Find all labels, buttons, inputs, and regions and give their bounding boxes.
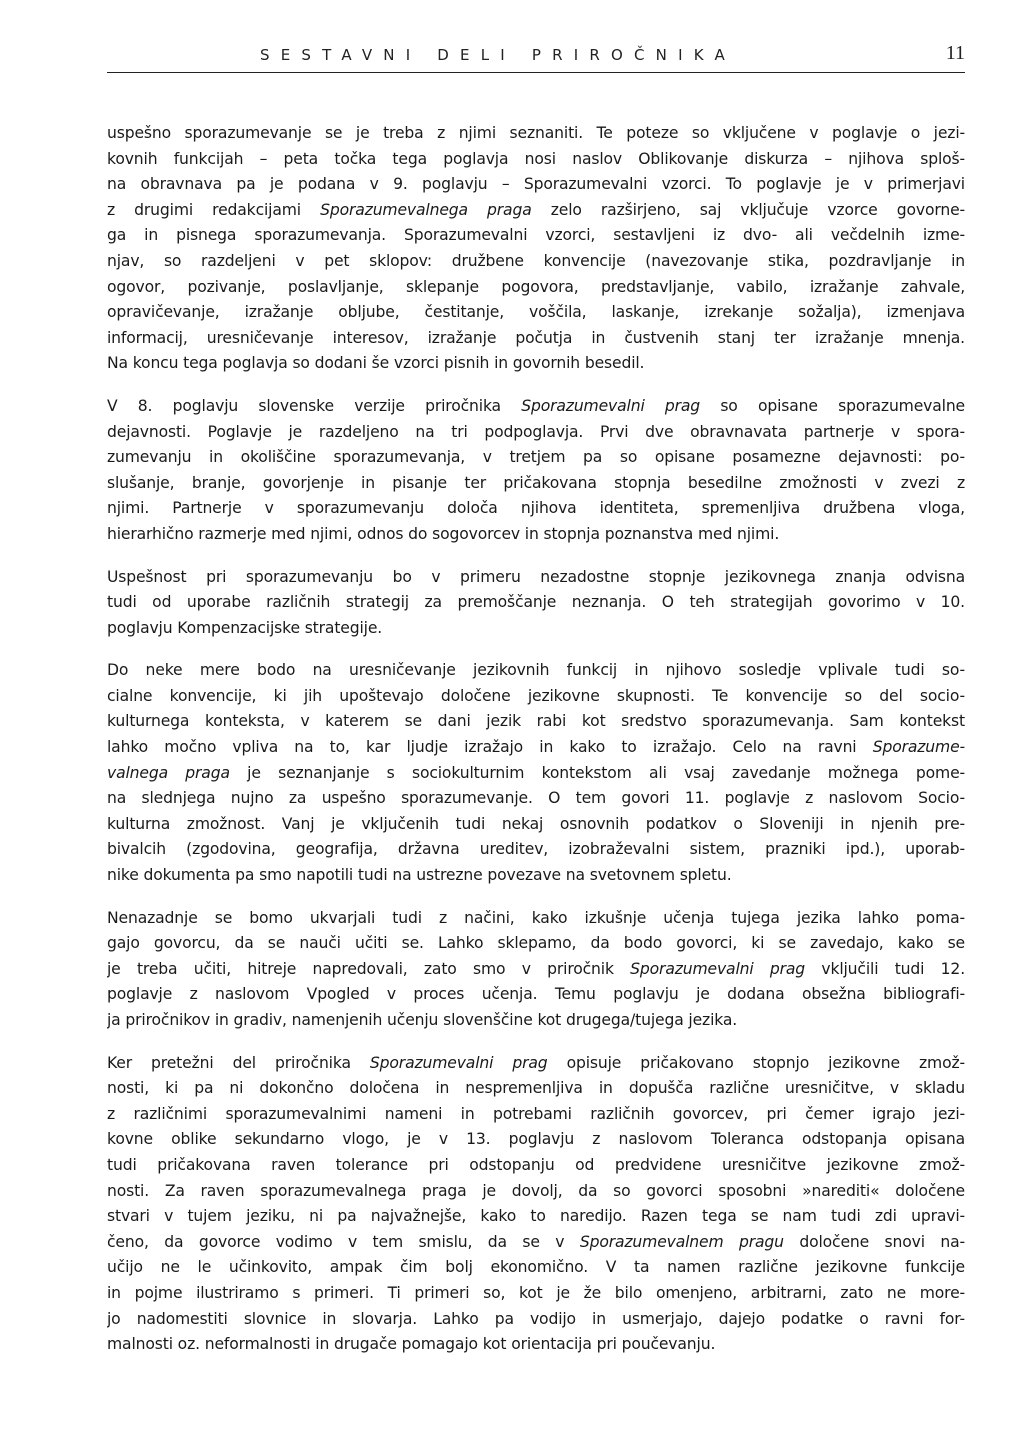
text-run: določene snovi na- [783, 1232, 965, 1251]
text-run: gajo govorcu, da se nauči učiti se. Lahko sklepamo, da bodo govorci, ki se zavedajo, kako se [107, 934, 965, 953]
text-run: tudi od uporabe različnih strategij za premoščanje neznanja. O teh strategijah govorimo v 10. [107, 593, 965, 612]
text-line [107, 522, 965, 548]
text-run: kovnih funkcijah – peta točka tega poglavja nosi naslov Oblikovanje diskurza – njihova sploš- [107, 149, 965, 168]
text-line [107, 1102, 965, 1128]
text-run: vključili tudi 12. [805, 959, 965, 978]
text-line [107, 616, 965, 642]
text-line [107, 1179, 965, 1205]
text-run: čeno, da govorce vodimo v tem smislu, da se v [107, 1232, 580, 1251]
italic-title: Sporazumevalnega praga [320, 200, 532, 219]
text-run: informacij, uresničevanje interesov, izražanje počutja in čustvenih stanj ter izražanje mnenja. [107, 328, 965, 347]
text-line [107, 1204, 965, 1230]
text-run: kulturna zmožnost. Vanj je vključenih tudi nekaj osnovnih podatkov o Sloveniji in njenih pre- [107, 814, 965, 833]
text-run: bivalcih (zgodovina, geografija, državna ureditev, izobraževalni sistem, prazniki ipd.), uporab- [107, 840, 965, 859]
text-run: je treba učiti, hitreje napredovali, zato smo v priročnik [107, 959, 631, 978]
text-run: je seznanjanje s sociokulturnim kontekstom ali vsaj zavedanje možnega pome- [229, 763, 965, 782]
text-run: malnosti oz. neformalnosti in drugače pomagajo kot orientacija pri poučevanju. [107, 1335, 716, 1354]
italic-title: Sporazumevalnem pragu [579, 1232, 784, 1251]
text-run: jo nadomestiti slovnice in slovarja. Lahko pa vodijo in usmerjajo, dajejo podatke o ravni for- [107, 1309, 965, 1328]
text-run: nike dokumenta pa smo napotili tudi na ustrezne povezave na svetovnem spletu. [107, 866, 732, 885]
text-run: Nenazadnje se bomo ukvarjali tudi z načini, kako izkušnje učenja tujega jezika lahko poma- [107, 908, 965, 927]
text-line [107, 1127, 965, 1153]
text-run: opisuje pričakovano stopnjo jezikovne zmož- [547, 1053, 965, 1072]
text-line [107, 198, 965, 224]
italic-title: Sporazume- [872, 738, 965, 757]
text-line [107, 1281, 965, 1307]
text-line [107, 837, 965, 863]
text-line [107, 931, 965, 957]
text-line [107, 1307, 965, 1333]
text-run: ja priročnikov in gradiv, namenjenih učenju slovenščine kot drugega/tujega jezika. [107, 1011, 738, 1029]
text-run: opravičevanje, izražanje obljube, čestitanje, voščila, laskanje, izrekanje sožalja), izmenjava [107, 303, 965, 322]
text-run: dejavnosti. Poglavje je razdeljeno na tri podpoglavja. Prvi dve obravnavata partnerje v spora- [107, 422, 965, 441]
text-run: poglavju Kompenzacijske strategije. [107, 618, 383, 637]
text-run: njav, so razdeljeni v pet sklopov: družbene konvencije (navezovanje stika, pozdravljanje in [107, 251, 965, 270]
text-run: ga in pisnega sporazumevanja. Sporazumevalni vzorci, sestavljeni iz dvo- ali večdelnih izme- [107, 226, 965, 245]
text-run: in pojme ilustriramo s primeri. Ti primeri so, kot je že bilo omenjeno, arbitrarni, zato ne more- [107, 1283, 965, 1302]
text-line [107, 351, 965, 377]
text-line [107, 761, 965, 787]
text-run: Ker pretežni del priročnika [107, 1053, 370, 1072]
italic-title: Sporazumevalni prag [630, 959, 806, 978]
text-line [107, 982, 965, 1008]
text-line [107, 496, 965, 522]
running-title: SESTAVNI DELI PRIROČNIKA [260, 46, 736, 64]
text-run: Do neke mere bodo na uresničevanje jezikovnih funkcij in njihovo sosledje vplivale tudi so- [107, 661, 965, 680]
text-run: V 8. poglavju slovenske verzije priročnika [107, 396, 522, 415]
text-line [107, 709, 965, 735]
text-line [107, 1076, 965, 1102]
paragraph [107, 121, 965, 377]
text-line [107, 658, 965, 684]
text-run: zumevanju in okoliščine sporazumevanja, v tretjem pa so opisane posamezne dejavnosti: po- [107, 448, 965, 467]
italic-title: Sporazumevalni prag [521, 396, 701, 415]
text-run: Uspešnost pri sporazumevanju bo v primeru nezadostne stopnje jezikovnega znanja odvisna [107, 567, 965, 586]
text-line [107, 121, 965, 147]
paragraph [107, 565, 965, 642]
text-run: so opisane sporazumevalne [700, 396, 965, 415]
text-run: tudi pričakovana raven tolerance pri odstopanju od predvidene uresničitve jezikovne zmož- [107, 1155, 965, 1174]
text-line [107, 863, 965, 889]
text-line [107, 172, 965, 198]
text-line [107, 1153, 965, 1179]
text-run: kovne oblike sekundarno vlogo, je v 13. poglavju z naslovom Toleranca odstopanja opisana [107, 1130, 965, 1149]
text-line [107, 1051, 965, 1077]
text-run: njimi. Partnerje v sporazumevanju določa njihova identiteta, spremenljiva družbena vloga, [107, 499, 965, 518]
text-line [107, 957, 965, 983]
text-line [107, 445, 965, 471]
italic-title: Sporazumevalni prag [369, 1053, 548, 1072]
text-run: nosti, ki pa ni dokončno določena in nespremenljiva in dopušča različne uresničitve, v skladu [107, 1079, 965, 1098]
page-number: 11 [945, 42, 965, 64]
text-run: z drugimi redakcijami [107, 200, 321, 219]
text-line [107, 420, 965, 446]
text-line [107, 1230, 965, 1256]
italic-title: valnega praga [107, 763, 230, 782]
text-line [107, 326, 965, 352]
text-run: lahko močno vpliva na to, kar ljudje izražajo in kako to izražajo. Celo na ravni [107, 738, 873, 757]
body-text [107, 121, 965, 1358]
text-run: ogovor, pozivanje, poslavljanje, sklepanje pogovora, predstavljanje, vabilo, izražanje zahvale, [107, 277, 965, 296]
text-line [107, 565, 965, 591]
text-run: Na koncu tega poglavja so dodani še vzorci pisnih in govornih besedil. [107, 354, 645, 373]
text-line [107, 300, 965, 326]
text-run: cialne konvencije, ki jih upoštevajo določene jezikovne skupnosti. Te konvencije so del socio- [107, 686, 965, 705]
text-line [107, 1332, 965, 1358]
text-line [107, 394, 965, 420]
text-run: poglavje z naslovom Vpogled v proces učenja. Temu poglavju je dodana obsežna bibliografi- [107, 985, 965, 1004]
text-line [107, 906, 965, 932]
paragraph [107, 658, 965, 888]
text-line [107, 1008, 965, 1034]
text-run: hierarhično razmerje med njimi, odnos do sogovorcev in stopnja poznanstva med njimi. [107, 524, 780, 543]
paragraph [107, 394, 965, 548]
text-line [107, 590, 965, 616]
text-line [107, 1255, 965, 1281]
text-line [107, 275, 965, 301]
paragraph [107, 906, 965, 1034]
text-line [107, 684, 965, 710]
text-line [107, 812, 965, 838]
paragraph [107, 1051, 965, 1358]
text-run: učijo ne le učinkovito, ampak čim bolj ekonomično. V ta namen različne jezikovne funkcije [107, 1258, 965, 1277]
text-line [107, 735, 965, 761]
text-line [107, 249, 965, 275]
text-run: kulturnega konteksta, v katerem se dani jezik rabi kot sredstvo sporazumevanja. Sam kontekst [107, 712, 965, 731]
text-line [107, 223, 965, 249]
text-run: zelo razširjeno, saj vključuje vzorce govorne- [531, 200, 965, 219]
text-run: nosti. Za raven sporazumevalnega praga je dovolj, da so govorci sposobni »narediti« določene [107, 1181, 965, 1200]
text-run: stvari v tujem jeziku, ni pa najvažnejše, kako to naredijo. Razen tega se nam tudi zdi upravi- [107, 1207, 965, 1226]
running-header [107, 40, 965, 73]
text-line [107, 786, 965, 812]
text-line [107, 147, 965, 173]
text-run: na obravnava pa je podana v 9. poglavju – Sporazumevalni vzorci. To poglavje je v primerjavi [107, 175, 965, 194]
text-run: uspešno sporazumevanje se je treba z njimi seznaniti. Te poteze so vključene v poglavje o jezi- [107, 124, 965, 142]
page [107, 40, 965, 1375]
text-run: na slednjega nujno za uspešno sporazumevanje. O tem govori 11. poglavje z naslovom Socio- [107, 789, 965, 808]
text-run: z različnimi sporazumevalnimi nameni in potrebami različnih govorcev, pri čemer igrajo jezi- [107, 1104, 965, 1123]
text-line [107, 471, 965, 497]
text-run: slušanje, branje, govorjenje in pisanje ter pričakovana stopnja besedilne zmožnosti v zvezi z [107, 473, 965, 492]
